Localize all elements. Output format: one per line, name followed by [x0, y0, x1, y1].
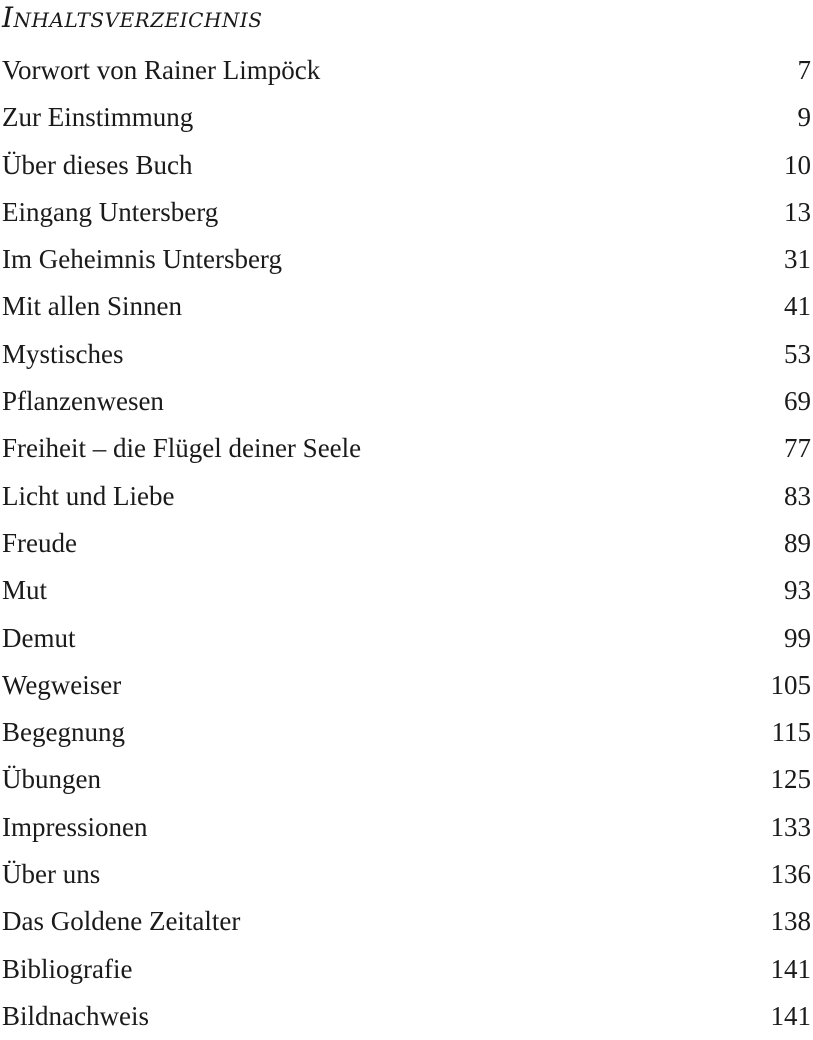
toc-entry-page-number: 105 — [771, 662, 813, 709]
toc-entry-page-number: 10 — [784, 142, 813, 189]
toc-entry-title: Über uns — [0, 851, 100, 898]
toc-entry — [0, 94, 813, 141]
toc-entry — [0, 189, 813, 236]
toc-entry — [0, 142, 813, 189]
toc-entry — [0, 851, 813, 898]
toc-entry-page-number: 41 — [784, 283, 813, 330]
toc-entry — [0, 756, 813, 803]
toc-entry-title: Licht und Liebe — [0, 473, 174, 520]
toc-entry — [0, 615, 813, 662]
toc-entry-title: Vorwort von Rainer Limpöck — [0, 47, 320, 94]
toc-entry-title: Impressionen — [0, 804, 147, 851]
toc-entry-page-number: 89 — [784, 520, 813, 567]
toc-entry-page-number: 115 — [772, 709, 813, 756]
toc-entry — [0, 709, 813, 756]
toc-heading: Inhaltsverzeichnis — [2, 0, 262, 36]
toc-entry-title: Übungen — [0, 756, 101, 803]
toc-entry-page-number: 99 — [784, 615, 813, 662]
toc-entry-page-number: 133 — [771, 804, 813, 851]
toc-entry — [0, 804, 813, 851]
toc-entry-page-number: 13 — [784, 189, 813, 236]
toc-entry-page-number: 9 — [798, 94, 813, 141]
toc-entry — [0, 283, 813, 330]
toc-entry-title: Mystisches — [0, 331, 124, 378]
toc-list — [0, 47, 813, 1040]
toc-entry-title: Pflanzenwesen — [0, 378, 164, 425]
toc-entry-page-number: 31 — [784, 236, 813, 283]
toc-entry — [0, 567, 813, 614]
toc-entry — [0, 520, 813, 567]
toc-entry — [0, 331, 813, 378]
toc-entry-title: Über dieses Buch — [0, 142, 192, 189]
toc-entry — [0, 946, 813, 993]
toc-entry — [0, 898, 813, 945]
toc-entry-title: Im Geheimnis Untersberg — [0, 236, 282, 283]
toc-entry-title: Begegnung — [0, 709, 125, 756]
toc-entry — [0, 425, 813, 472]
toc-entry-page-number: 69 — [784, 378, 813, 425]
toc-entry-title: Eingang Untersberg — [0, 189, 218, 236]
toc-entry — [0, 47, 813, 94]
toc-entry-title: Freude — [0, 520, 77, 567]
toc-entry — [0, 473, 813, 520]
toc-entry-page-number: 141 — [771, 946, 813, 993]
toc-entry-title: Wegweiser — [0, 662, 121, 709]
toc-entry-title: Freiheit – die Flügel deiner Seele — [0, 425, 361, 472]
toc-entry-page-number: 77 — [784, 425, 813, 472]
toc-entry-title: Mut — [0, 567, 47, 614]
toc-entry — [0, 993, 813, 1040]
toc-entry-page-number: 93 — [784, 567, 813, 614]
toc-entry-page-number: 125 — [771, 756, 813, 803]
toc-entry-title: Das Goldene Zeitalter — [0, 898, 240, 945]
toc-entry-page-number: 53 — [784, 331, 813, 378]
toc-entry-title: Mit allen Sinnen — [0, 283, 182, 330]
toc-entry-page-number: 136 — [771, 851, 813, 898]
toc-entry — [0, 378, 813, 425]
toc-entry-title: Zur Einstimmung — [0, 94, 193, 141]
toc-entry-page-number: 141 — [771, 993, 813, 1040]
toc-entry-title: Demut — [0, 615, 76, 662]
toc-entry-title: Bibliografie — [0, 946, 132, 993]
toc-entry — [0, 236, 813, 283]
toc-entry-title: Bildnachweis — [0, 993, 149, 1040]
toc-entry — [0, 662, 813, 709]
toc-entry-page-number: 83 — [784, 473, 813, 520]
toc-entry-page-number: 138 — [771, 898, 813, 945]
toc-entry-page-number: 7 — [798, 47, 813, 94]
